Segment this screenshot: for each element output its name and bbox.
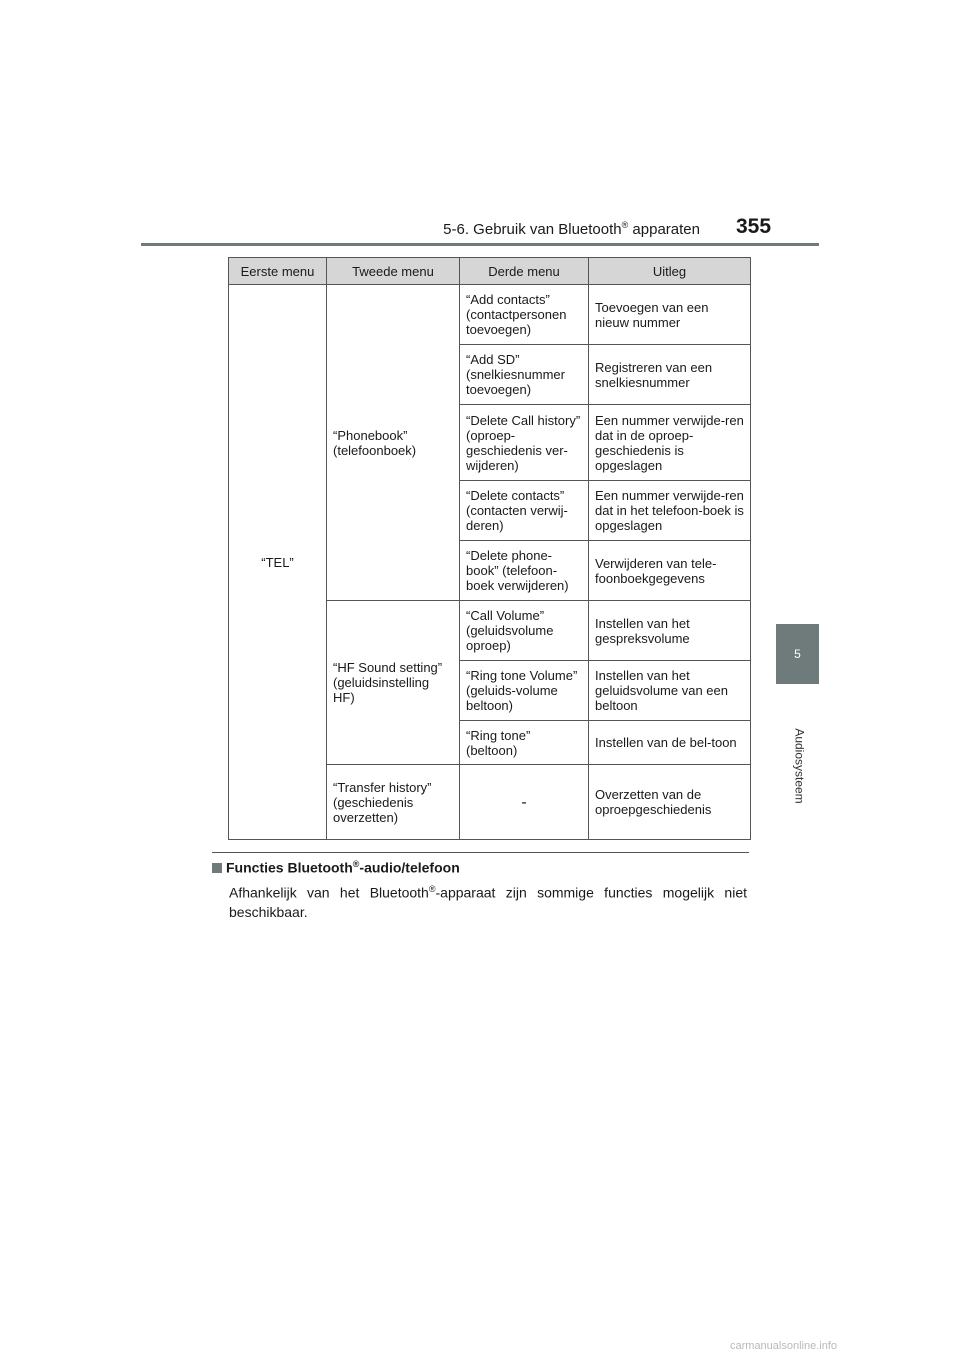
note-heading-suffix: -audio/telefoon	[359, 859, 460, 876]
col-header-explanation: Uitleg	[589, 258, 751, 285]
third-menu-cell: “Ring tone” (beltoon)	[460, 721, 589, 765]
note-body	[229, 880, 747, 922]
explanation-cell: Instellen van het geluidsvolume van een beltoon	[589, 661, 751, 721]
third-menu-cell: -	[460, 765, 589, 840]
third-menu-cell: “Ring tone Volume” (geluids-volume beltoon)	[460, 661, 589, 721]
explanation-cell: Instellen van de bel-toon	[589, 721, 751, 765]
third-menu-cell: “Add SD” (snelkiesnummer toevoegen)	[460, 345, 589, 405]
note-body-suffix: -apparaat zijn sommige functies mogelijk niet beschikbaar.	[229, 884, 747, 920]
explanation-cell: Instellen van het gespreksvolume	[589, 601, 751, 661]
third-menu-cell: “Delete contacts” (contacten verwij-deren)	[460, 481, 589, 541]
third-menu-cell: “Delete phone-book” (telefoon-boek verwijderen)	[460, 541, 589, 601]
note-heading-text: Functies Bluetooth	[226, 859, 353, 876]
header-title-suffix: apparaten	[628, 221, 700, 238]
page-number: 355	[736, 215, 772, 238]
registered-mark: ®	[352, 859, 360, 869]
explanation-cell: Toevoegen van een nieuw nummer	[589, 285, 751, 345]
second-menu-cell: “HF Sound setting” (geluidsinstelling HF)	[327, 601, 460, 765]
table-row	[229, 285, 751, 345]
explanation-cell: Registreren van een snelkiesnummer	[589, 345, 751, 405]
explanation-cell: Verwijderen van tele-foonboekgegevens	[589, 541, 751, 601]
third-menu-cell: “Add contacts” (contactpersonen toevoegen)	[460, 285, 589, 345]
third-menu-cell: “Call Volume” (geluidsvolume oproep)	[460, 601, 589, 661]
note-body-text: Afhankelijk van het Bluetooth	[229, 884, 429, 901]
menu-table	[228, 257, 751, 840]
header-title-text: 5-6. Gebruik van Bluetooth	[443, 221, 622, 238]
note-heading	[212, 859, 460, 876]
table-header-row	[229, 258, 751, 285]
third-menu-cell: “Delete Call history” (oproep-geschiedenis ver-wijderen)	[460, 405, 589, 481]
chapter-label-text: Audiosysteem	[793, 728, 807, 804]
second-menu-cell: “Transfer history” (geschiedenis overzetten)	[327, 765, 460, 840]
square-bullet-icon	[212, 863, 222, 873]
col-header-third-menu: Derde menu	[460, 258, 589, 285]
first-menu-cell: “TEL”	[229, 285, 327, 840]
col-header-second-menu: Tweede menu	[327, 258, 460, 285]
chapter-tab: 5	[776, 624, 819, 684]
explanation-cell: Een nummer verwijde-ren dat in de oproep-geschiedenis is opgeslagen	[589, 405, 751, 481]
registered-mark: ®	[428, 884, 436, 894]
watermark: carmanualsonline.info	[730, 1340, 838, 1352]
section-header-title	[420, 220, 700, 238]
explanation-cell: Een nummer verwijde-ren dat in het telefoon-boek is opgeslagen	[589, 481, 751, 541]
col-header-first-menu: Eerste menu	[229, 258, 327, 285]
registered-mark: ®	[621, 220, 629, 230]
note-divider	[212, 852, 749, 853]
second-menu-cell: “Phonebook” (telefoonboek)	[327, 285, 460, 601]
explanation-cell: Overzetten van de oproepgeschiedenis	[589, 765, 751, 840]
chapter-label	[793, 728, 807, 804]
header-divider	[141, 243, 819, 246]
